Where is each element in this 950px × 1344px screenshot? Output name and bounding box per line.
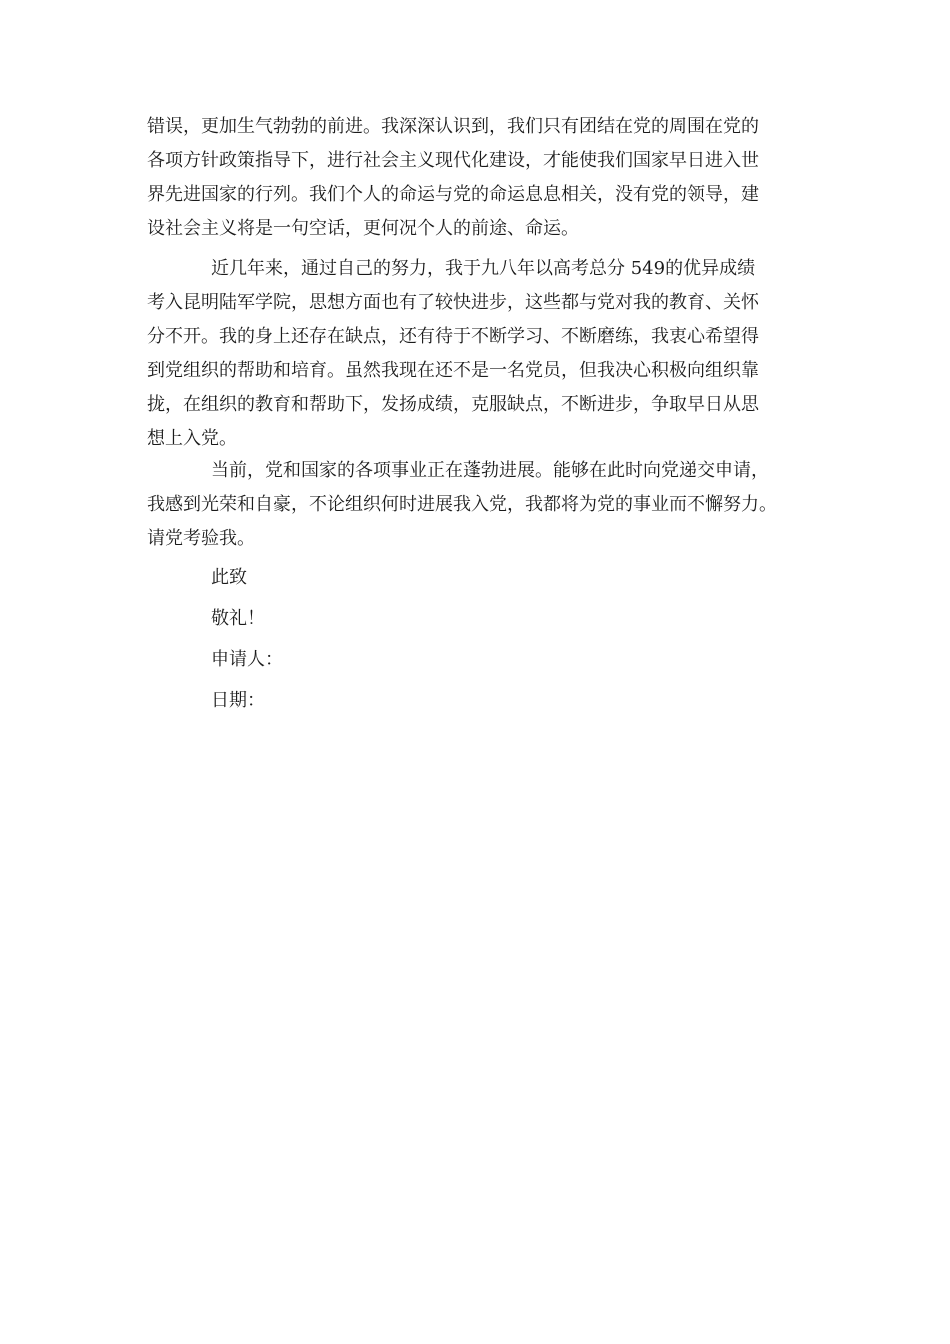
paragraph-1-line: 界先进国家的行列。我们个人的命运与党的命运息息相关，没有党的领导，建 — [147, 184, 759, 205]
paragraph-3 — [147, 454, 817, 556]
paragraph-3-line: 我感到光荣和自豪，不论组织何时进展我入党，我都将为党的事业而不懈努力。 — [147, 494, 777, 515]
paragraph-2-line: 近几年来，通过自己的努力，我于九八年以高考总分 549的优异成绩 — [211, 258, 756, 279]
salutation: 此致 — [211, 567, 247, 588]
paragraph-1-line: 各项方针政策指导下，进行社会主义现代化建设，才能使我们国家早日进入世 — [147, 150, 759, 171]
paragraph-2-line: 想上入党。 — [147, 428, 237, 449]
paragraph-1-line: 设社会主义将是一句空话，更何况个人的前途、命运。 — [147, 218, 579, 239]
regards: 敬礼！ — [211, 608, 265, 629]
paragraph-2 — [147, 252, 817, 456]
paragraph-3-line: 当前，党和国家的各项事业正在蓬勃进展。能够在此时向党递交申请， — [211, 460, 769, 481]
paragraph-1-line: 错误，更加生气勃勃的前进。我深深认识到，我们只有团结在党的周围在党的 — [147, 116, 759, 137]
date-label: 日期： — [211, 690, 265, 711]
paragraph-2-line: 到党组织的帮助和培育。虽然我现在还不是一名党员，但我决心积极向组织靠 — [147, 360, 759, 381]
paragraph-3-line: 请党考验我。 — [147, 528, 255, 549]
paragraph-2-line: 拢，在组织的教育和帮助下，发扬成绩，克服缺点，不断进步，争取早日从思 — [147, 394, 759, 415]
paragraph-2-line: 考入昆明陆军学院，思想方面也有了较快进步，这些都与党对我的教育、关怀 — [147, 292, 759, 313]
paragraph-2-line: 分不开。我的身上还存在缺点，还有待于不断学习、不断磨练，我衷心希望得 — [147, 326, 759, 347]
paragraph-1 — [147, 110, 817, 246]
applicant-label: 申请人： — [211, 649, 283, 670]
